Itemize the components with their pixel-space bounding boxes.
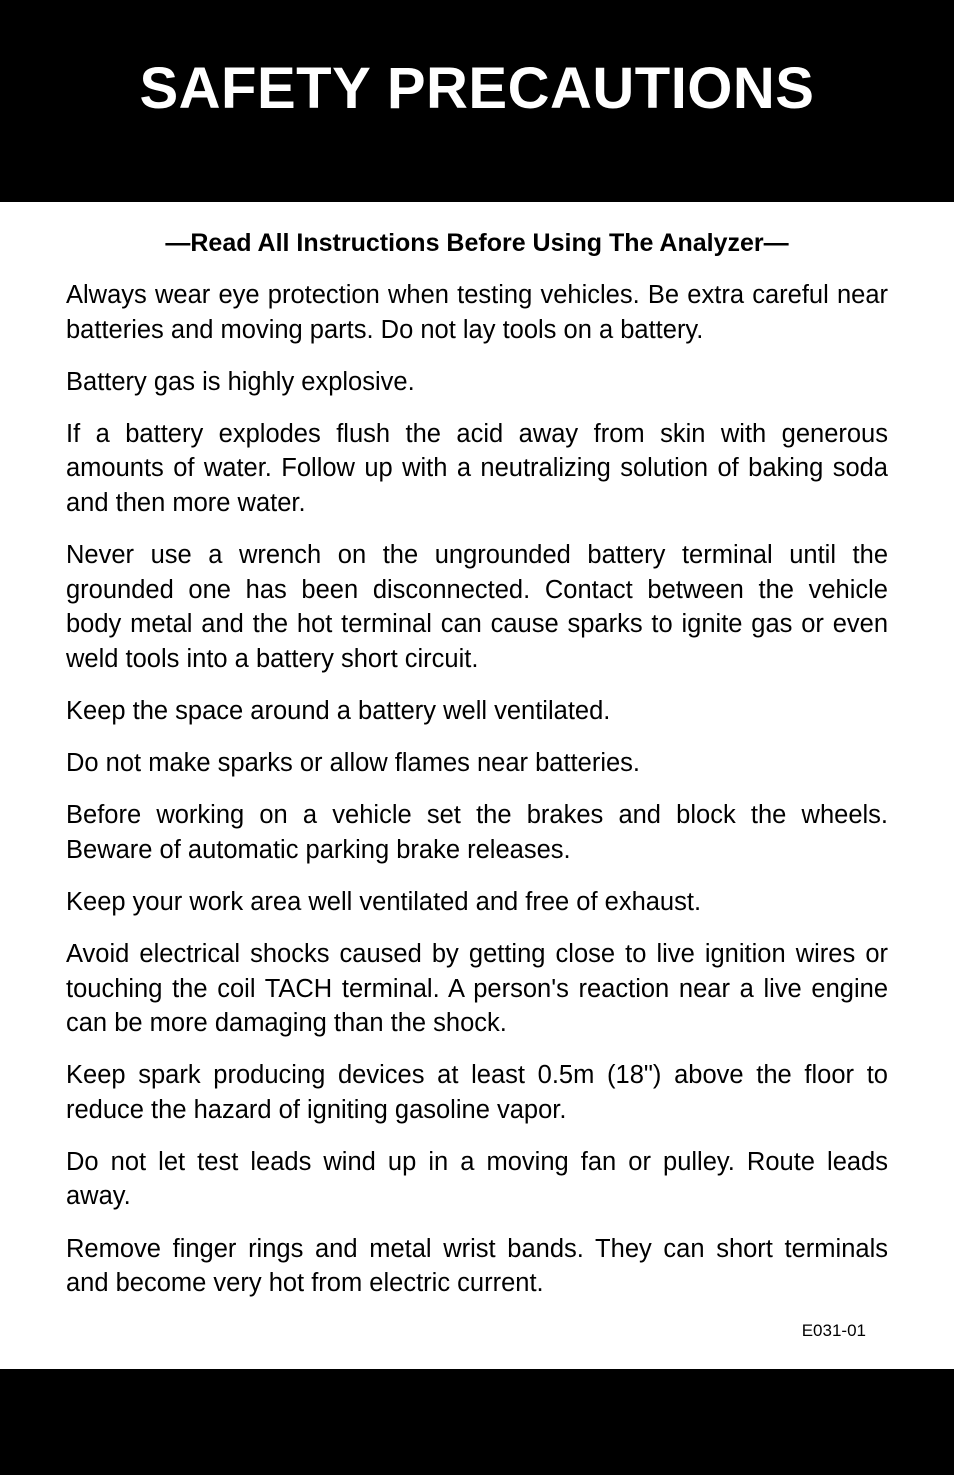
precaution-paragraph: Battery gas is highly explosive. bbox=[66, 367, 415, 396]
precaution-paragraph: Always wear eye protection when testing vehicles. Be extra careful near batteries and moving parts. Do not lay tools on a battery. bbox=[66, 281, 888, 344]
precaution-paragraph: If a battery explodes flush the acid away from skin with generous amounts of water. Follow up with a neutralizing solution of baking soda and then more water. bbox=[66, 419, 888, 517]
precaution-paragraph: Before working on a vehicle set the brakes and block the wheels. Beware of automatic parking brake releases. bbox=[66, 801, 888, 864]
subtitle: —Read All Instructions Before Using The Analyzer— bbox=[165, 229, 789, 257]
precaution-paragraph: Do not make sparks or allow flames near batteries. bbox=[66, 749, 640, 778]
safety-content bbox=[66, 226, 888, 1318]
precaution-paragraph: Never use a wrench on the ungrounded battery terminal until the grounded one has been disconnected. Contact between the vehicle body metal and the hot terminal can cause sparks to ignite gas or even weld tools into a battery short circuit. bbox=[66, 541, 888, 673]
precaution-paragraph: Keep the space around a battery well ventilated. bbox=[66, 696, 611, 725]
page-title: SAFETY PRECAUTIONS bbox=[139, 56, 815, 121]
precaution-paragraph: Keep your work area well ventilated and free of exhaust. bbox=[66, 887, 702, 916]
precaution-paragraph: Remove finger rings and metal wrist bands. They can short terminals and become very hot from electric current. bbox=[66, 1234, 888, 1298]
precaution-paragraph: Do not let test leads wind up in a moving fan or pulley. Route leads away. bbox=[66, 1147, 888, 1211]
footer-band bbox=[0, 1369, 954, 1475]
precaution-paragraph: Avoid electrical shocks caused by getting close to live ignition wires or touching the coil TACH terminal. A person's reaction near a live engine can be more damaging than the shock. bbox=[66, 939, 888, 1038]
document-code: E031-01 bbox=[801, 1321, 866, 1340]
header-band bbox=[0, 0, 954, 202]
precaution-paragraph: Keep spark producing devices at least 0.5m (18") above the floor to reduce the hazard of igniting gasoline vapor. bbox=[66, 1061, 888, 1124]
